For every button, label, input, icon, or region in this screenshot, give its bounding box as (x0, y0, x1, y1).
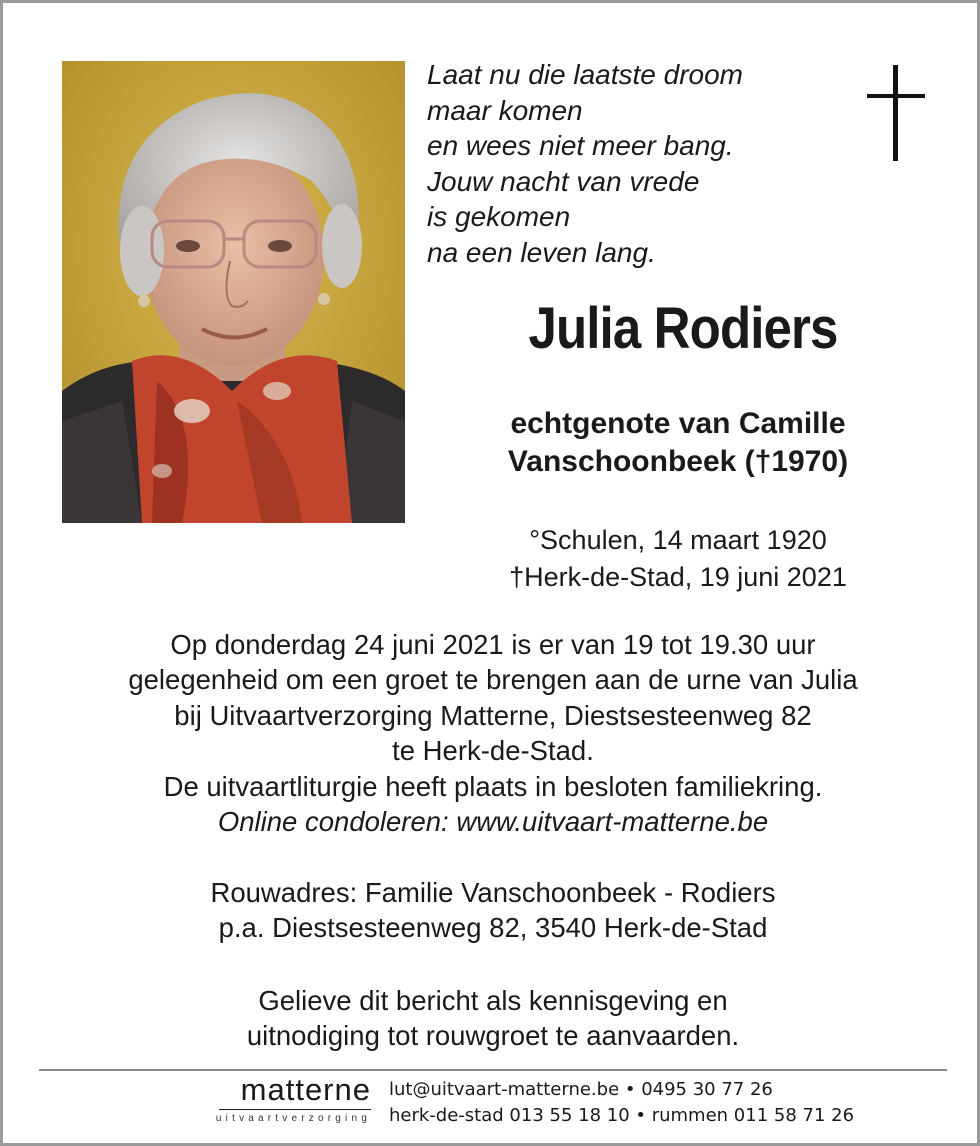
poem-line: maar komen (427, 94, 583, 126)
closing-note (43, 983, 943, 1054)
spouse-line: echtgenote van Camille (510, 407, 846, 440)
closing-line: uitnodiging tot rouwgroet te aanvaarden. (246, 1020, 740, 1052)
contact-line: lut@uitvaart-matterne.be • 0495 30 77 26 (389, 1079, 773, 1100)
portrait-photo (62, 61, 405, 523)
funeral-home-logo (185, 1073, 371, 1125)
logo-subtitle: uitvaartverzorging (215, 1113, 371, 1124)
online-condolence-link[interactable]: Online condoleren: www.uitvaart-matterne.be (217, 806, 769, 838)
mourning-address (43, 875, 943, 946)
announcement-line: gelegenheid om een groet te brengen aan de urne van Julia (128, 664, 858, 696)
cross-icon (867, 65, 925, 161)
poem-line: is gekomen (427, 201, 571, 232)
footer-divider (39, 1069, 947, 1071)
deceased-name: Julia Rodiers (528, 296, 838, 361)
spouse-info (423, 405, 933, 481)
poem (427, 57, 743, 270)
life-dates (443, 522, 913, 596)
poem-line: Laat nu die laatste droom (427, 59, 743, 90)
address-line: p.a. Diestsesteenweg 82, 3540 Herk-de-Stad (218, 912, 768, 944)
portrait-illustration (62, 61, 405, 523)
spouse-line: Vanschoonbeek (†1970) (507, 445, 849, 478)
poem-line: na een leven lang. (427, 236, 656, 268)
logo-name: matterne (240, 1072, 371, 1107)
address-line: Rouwadres: Familie Vanschoonbeek - Rodiers (210, 877, 776, 908)
announcement (43, 627, 943, 839)
announcement-line: bij Uitvaartverzorging Matterne, Diestsesteenweg 82 (174, 699, 812, 731)
announcement-line: te Herk-de-Stad. (392, 735, 594, 767)
announcement-line: Op donderdag 24 juni 2021 is er van 19 tot 19.30 uur (170, 629, 816, 660)
announcement-line: De uitvaartliturgie heeft plaats in besloten familiekring. (163, 770, 823, 802)
contact-info (389, 1077, 854, 1129)
closing-line: Gelieve dit bericht als kennisgeving en (258, 985, 728, 1016)
contact-line: herk-de-stad 013 55 18 10 • rummen 011 58 71 26 (389, 1105, 855, 1126)
birth-date: °Schulen, 14 maart 1920 (529, 525, 827, 555)
death-date: †Herk-de-Stad, 19 juni 2021 (509, 562, 847, 592)
poem-line: Jouw nacht van vrede (427, 165, 700, 197)
poem-line: en wees niet meer bang. (427, 130, 734, 161)
logo-underline (219, 1109, 371, 1110)
